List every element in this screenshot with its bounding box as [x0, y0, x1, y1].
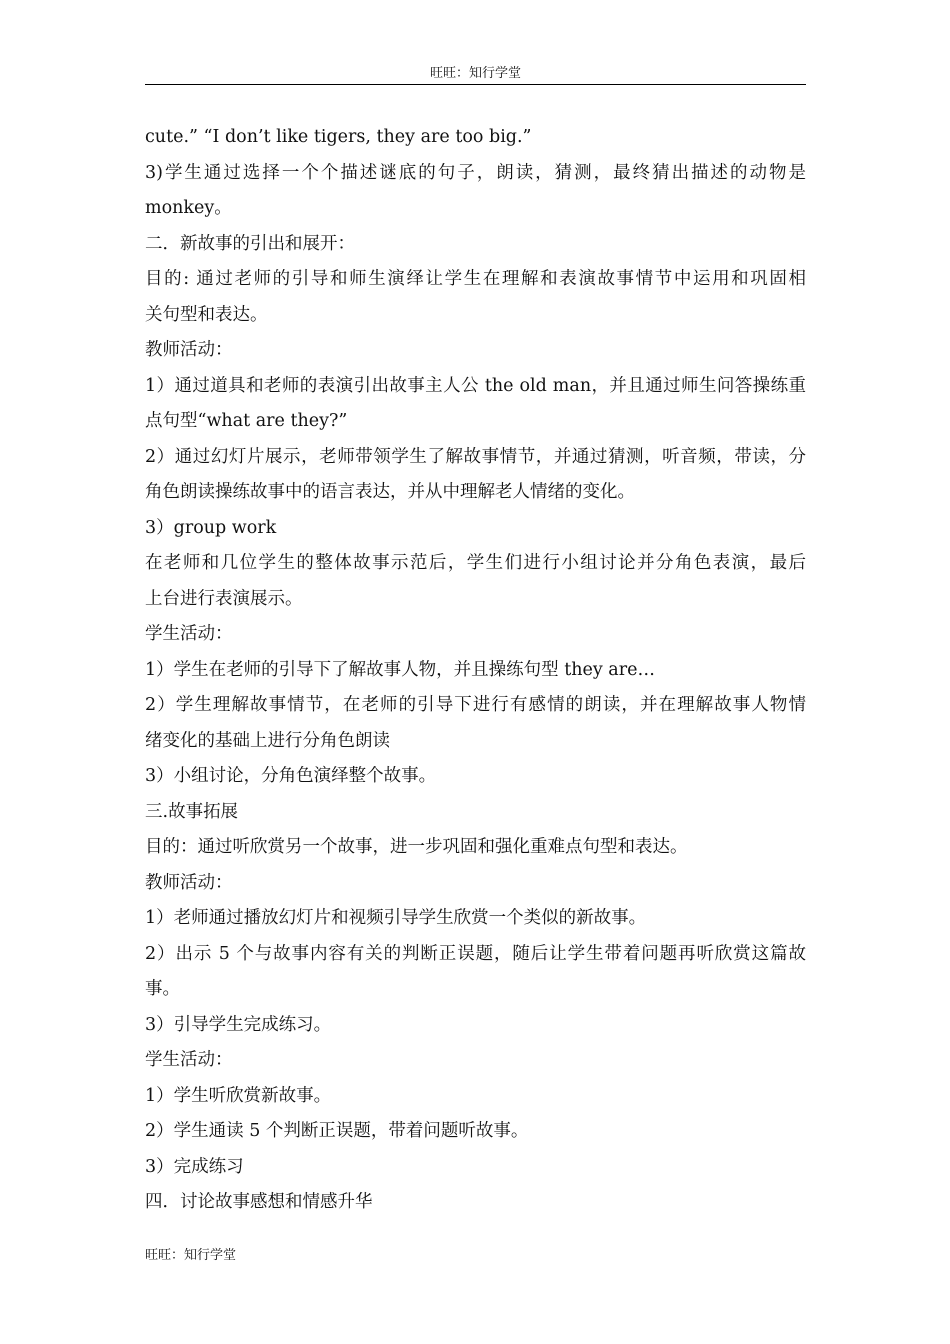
text-line: 教师活动： — [145, 872, 233, 893]
document-body — [145, 120, 806, 1221]
text-line: 二．新故事的引出和展开： — [145, 233, 355, 254]
text-line: 3）引导学生完成练习。 — [145, 1014, 332, 1035]
text-line: 目的: 通过老师的引导和师生演绎让学生在理解和表演故事情节中运用和巩固相 — [145, 269, 806, 289]
text-line: monkey。 — [145, 198, 232, 218]
text-line: 3）小组讨论，分角色演绎整个故事。 — [145, 766, 437, 786]
page-header: 旺旺：知行学堂 — [429, 66, 521, 81]
text-line: 点句型“what are they?” — [145, 411, 348, 431]
text-line: 绪变化的基础上进行分角色朗读 — [145, 730, 390, 751]
text-line: 学生活动： — [145, 624, 233, 644]
text-line: 1）通过道具和老师的表演引出故事主人公 the old man，并且通过师生问答操练重 — [145, 375, 806, 396]
text-line: 3）group work — [145, 517, 277, 538]
text-line: 角色朗读操练故事中的语言表达，并从中理解老人情绪的变化。 — [145, 482, 635, 502]
text-line: 关句型和表达。 — [145, 304, 268, 325]
text-line: 教师活动： — [145, 340, 233, 360]
text-line: 2）出示 5 个与故事内容有关的判断正误题，随后让学生带着问题再听欣赏这篇故 — [145, 943, 806, 964]
text-line: 三.故事拓展 — [145, 801, 239, 822]
text-line: 1）学生在老师的引导下了解故事人物，并且操练句型 they are… — [145, 659, 655, 680]
text-line: 在老师和几位学生的整体故事示范后，学生们进行小组讨论并分角色表演，最后 — [145, 553, 806, 573]
page-footer: 旺旺：知行学堂 — [145, 1248, 237, 1263]
text-line: 2）学生通读 5 个判断正误题，带着问题听故事。 — [145, 1121, 529, 1141]
text-line: 2）通过幻灯片展示，老师带领学生了解故事情节，并通过猜测，听音频，带读，分 — [145, 446, 806, 467]
text-line: 上台进行表演展示。 — [145, 588, 303, 609]
text-line: 3)学生通过选择一个个描述谜底的句子，朗读，猜测，最终猜出描述的动物是 — [145, 162, 806, 183]
header-divider — [145, 84, 806, 85]
text-line: 目的：通过听欣赏另一个故事，进一步巩固和强化重难点句型和表达。 — [145, 837, 688, 857]
text-line: 1）学生听欣赏新故事。 — [145, 1085, 332, 1106]
text-line: 四．讨论故事感想和情感升华 — [145, 1192, 373, 1212]
text-line: 学生活动： — [145, 1050, 233, 1070]
text-line: 2）学生理解故事情节，在老师的引导下进行有感情的朗读，并在理解故事人物情 — [145, 695, 806, 715]
text-line: cute.” “I don’t like tigers, they are too big.” — [145, 127, 532, 147]
text-line: 1）老师通过播放幻灯片和视频引导学生欣赏一个类似的新故事。 — [145, 908, 647, 928]
text-line: 事。 — [145, 979, 180, 999]
text-line: 3）完成练习 — [145, 1156, 244, 1177]
